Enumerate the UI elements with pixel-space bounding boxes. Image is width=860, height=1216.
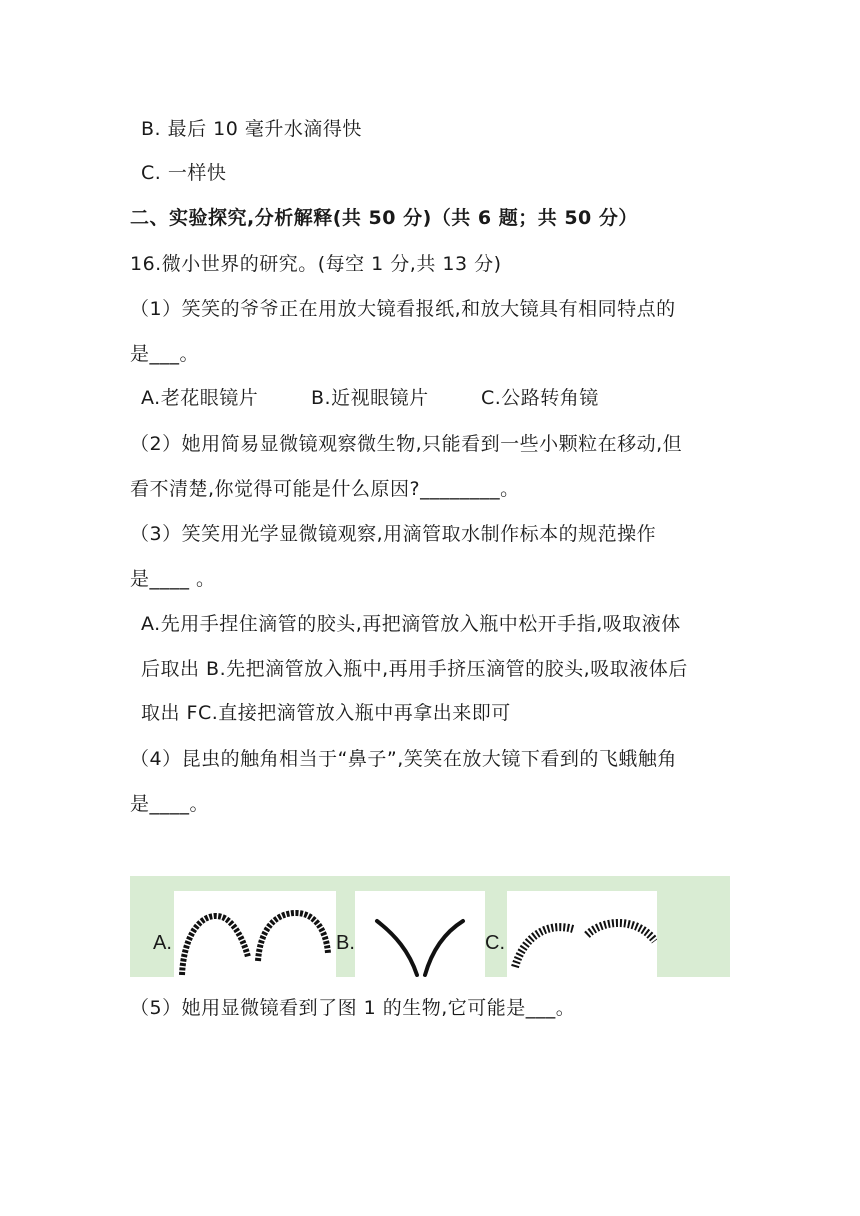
question-1-option-a: A.老花眼镜片	[141, 387, 259, 409]
question-4-line-1: （4）昆虫的触角相当于“鼻子”,笑笑在放大镜下看到的飞蛾触角	[130, 748, 677, 770]
question-1-line-1: （1）笑笑的爷爷正在用放大镜看报纸,和放大镜具有相同特点的	[130, 298, 676, 320]
question-4-line-2: 是____。	[130, 793, 210, 815]
section-title: 二、实验探究,分析解释(共 50 分)（共 6 题；共 50 分）	[130, 207, 638, 229]
antenna-panel-c	[507, 891, 657, 977]
question-1-line-2: 是___。	[130, 343, 200, 365]
antenna-figure	[130, 876, 730, 977]
feathery-antenna-icon	[507, 891, 657, 977]
option-c-text: C. 一样快	[141, 162, 227, 184]
antenna-panel-b	[355, 891, 485, 977]
question-2-line-1: （2）她用简易显微镜观察微生物,只能看到一些小颗粒在移动,但	[130, 433, 683, 455]
antenna-panel-a	[174, 891, 336, 977]
question-2-line-2: 看不清楚,你觉得可能是什么原因?________。	[130, 478, 520, 500]
question-3-line-2: 是____ 。	[130, 568, 216, 590]
question-3-line-1: （3）笑笑用光学显微镜观察,用滴管取水制作标本的规范操作	[130, 523, 657, 545]
question-1-option-c: C.公路转角镜	[481, 387, 599, 409]
question-1-options	[141, 385, 599, 411]
question-3-option-line-2: 后取出 B.先把滴管放入瓶中,再用手挤压滴管的胶头,吸取液体后	[141, 658, 688, 680]
question-5-line-1: （5）她用显微镜看到了图 1 的生物,它可能是___。	[130, 997, 576, 1019]
option-b-text: B. 最后 10 毫升水滴得快	[141, 118, 362, 140]
beaded-antenna-icon	[174, 891, 336, 977]
question-1-option-b: B.近视眼镜片	[311, 387, 429, 409]
thin-antenna-icon	[355, 891, 485, 977]
question-16-title: 16.微小世界的研究。(每空 1 分,共 13 分)	[130, 253, 502, 275]
question-3-option-line-3: 取出 FC.直接把滴管放入瓶中再拿出来即可	[141, 702, 511, 724]
figure-label-a: A.	[153, 932, 172, 954]
question-3-option-line-1: A.先用手捏住滴管的胶头,再把滴管放入瓶中松开手指,吸取液体	[141, 613, 681, 635]
figure-label-c: C.	[485, 932, 505, 954]
figure-label-b: B.	[336, 932, 355, 954]
